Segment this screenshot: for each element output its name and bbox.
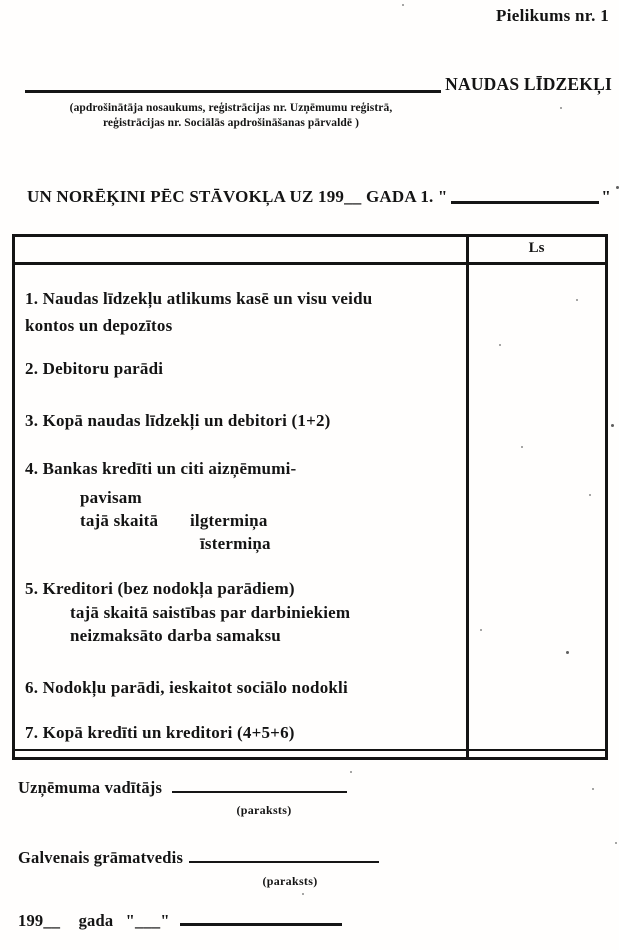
scan-speck [402,4,404,6]
date-month-blank [180,909,342,926]
director-signature-caption: (paraksts) [236,803,292,817]
director-label: Uzņēmuma vadītājs [18,778,163,797]
date-line [18,909,342,931]
director-signature-blank [172,777,347,793]
scan-speck [566,651,569,654]
caption-line-1: (apdrošinātāja nosaukums, reģistrācijas nr. Uzņēmumu reģistrā, [69,102,393,114]
date-day-blank: "___" [125,911,170,930]
date-word: gada [78,911,114,930]
scan-speck [499,344,501,346]
table-row-3: 3. Kopā naudas līdzekļi un debitori (1+2) [25,411,331,430]
table-row-4-sublabel: tajā skaitā [80,511,159,530]
table-row-6: 6. Nodokļu parādi, ieskaitot sociālo nodokli [25,678,348,697]
insurer-name-blank-field [25,76,441,93]
statement-closing-quote: " [601,187,611,206]
table-header-separator [15,262,605,265]
date-year-blank: 199__ [18,911,61,930]
accountant-signature-caption: (paraksts) [262,874,318,888]
appendix-label: Pielikums nr. 1 [496,6,609,25]
insurer-name-caption [22,101,440,131]
accountant-label: Galvenais grāmatvedis [18,848,184,867]
amount-column-header: Ls [528,240,545,256]
scan-speck [592,788,594,790]
scan-speck [560,107,562,109]
statement-text: UN NORĒĶINI PĒC STĀVOKĻA UZ 199__ GADA 1. " [27,187,448,206]
scan-speck [521,446,523,448]
table-row-4-line-4: īstermiņa [200,534,271,553]
table-row-1-line-2: kontos un depozītos [25,316,173,335]
scan-speck [480,629,482,631]
scan-speck [302,893,304,895]
table-row-4-longterm: ilgtermiņa [190,511,268,530]
table-row-7: 7. Kopā kredīti un kreditori (4+5+6) [25,723,295,742]
director-signature-row [18,777,347,798]
insurer-name-line [25,74,612,95]
table-row-5-line-1: 5. Kreditori (bez nodokļa parādiem) [25,579,295,598]
scan-speck [589,494,591,496]
accountant-signature-blank [189,847,379,863]
funds-table [12,234,608,760]
table-row-2: 2. Debitoru parādi [25,359,164,378]
table-row-4-line-3 [80,511,268,531]
scan-speck [611,424,614,427]
table-row-5-line-3: neizmaksāto darba samaksu [70,626,281,645]
caption-line-2: reģistrācijas nr. Sociālās apdrošināšanas pārvaldē ) [102,117,360,129]
table-row-1-line-1: 1. Naudas līdzekļu atlikums kasē un visu veidu [25,289,373,308]
form-title: NAUDAS LĪDZEKĻI [445,74,612,94]
table-row-5-line-2: tajā skaitā saistības par darbiniekiem [70,603,351,622]
accountant-signature-row [18,847,379,868]
scan-speck [576,299,578,301]
scan-speck [615,842,617,844]
statement-date-blank-field [451,187,600,204]
table-row-4-line-1: 4. Bankas kredīti un citi aizņēmumi- [25,459,297,478]
table-row-4-line-2: pavisam [80,488,142,507]
table-bottom-rule [15,749,605,751]
scan-speck [350,771,352,773]
statement-line [27,187,611,207]
amount-column-divider [466,237,469,757]
